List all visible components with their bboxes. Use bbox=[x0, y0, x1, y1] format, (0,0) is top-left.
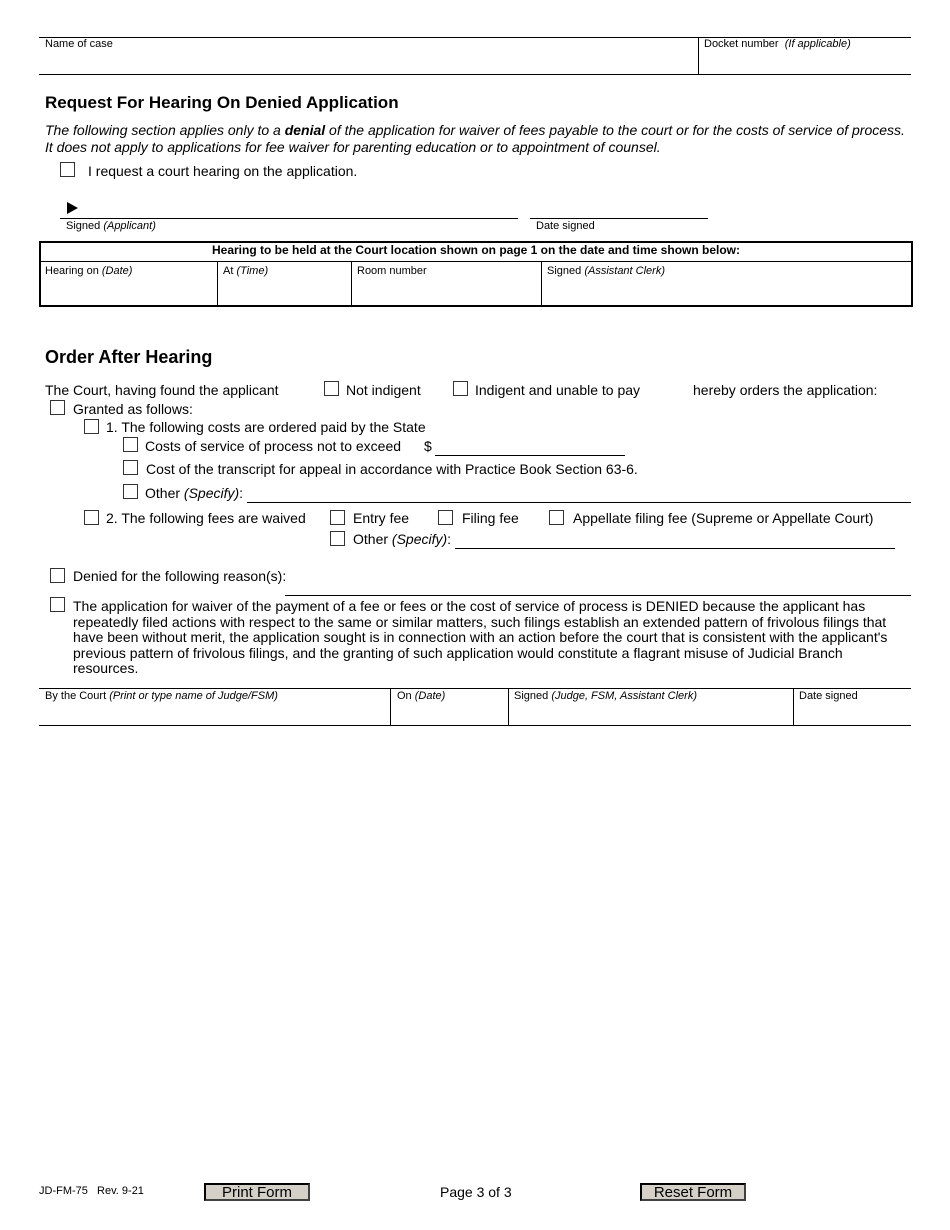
request-section-title: Request For Hearing On Denied Application bbox=[45, 93, 399, 112]
other-costs-text: Other bbox=[145, 485, 184, 501]
on-date-label bbox=[397, 690, 445, 702]
form-id: JD-FM-75 Rev. 9-21 bbox=[39, 1185, 144, 1197]
docket-label bbox=[704, 38, 851, 50]
indigent-label: Indigent and unable to pay bbox=[475, 382, 641, 398]
other-fees-text: Other bbox=[353, 531, 392, 547]
indigent-checkbox[interactable] bbox=[453, 381, 468, 396]
transcript-label: Cost of the transcript for appeal in accordance with Practice Book Section 63-6. bbox=[146, 461, 638, 477]
other-costs-field[interactable] bbox=[247, 484, 911, 501]
dollar-sign: $ bbox=[424, 438, 432, 454]
hearing-on-label bbox=[45, 265, 132, 277]
judge-signature-field[interactable] bbox=[510, 703, 791, 723]
at-time-text: At bbox=[223, 265, 237, 277]
request-hearing-checkbox[interactable] bbox=[60, 162, 75, 177]
docket-note: (If applicable) bbox=[784, 38, 851, 50]
other-fees-field[interactable] bbox=[455, 530, 895, 547]
intro-pre: The following section applies only to a bbox=[45, 122, 285, 138]
costs-service-checkbox[interactable] bbox=[123, 437, 138, 452]
docket-label-text: Docket number bbox=[704, 38, 779, 50]
at-time-label bbox=[223, 265, 268, 277]
other-fees-line bbox=[455, 548, 895, 549]
costs-service-label: Costs of service of process not to exceed bbox=[145, 438, 402, 454]
other-costs-label bbox=[145, 485, 243, 501]
signoff-divider-2 bbox=[508, 688, 509, 725]
hearing-box-title: Hearing to be held at the Court location shown on page 1 on the date and time shown below: bbox=[211, 243, 741, 257]
order-section-title: Order After Hearing bbox=[45, 347, 213, 367]
granted-checkbox[interactable] bbox=[50, 400, 65, 415]
name-of-case-field[interactable] bbox=[40, 52, 696, 72]
on-date-note: (Date) bbox=[414, 690, 446, 702]
denied-checkbox[interactable] bbox=[50, 568, 65, 583]
costs-amount-field[interactable] bbox=[435, 437, 625, 454]
intro-post: of the application for waiver of fees payable to the court or for the costs of service of process. bbox=[325, 122, 905, 138]
denied-reason-field[interactable] bbox=[285, 578, 911, 595]
hearing-on-note: (Date) bbox=[101, 265, 133, 277]
signoff-divider-1 bbox=[390, 688, 391, 725]
judge-signed-label bbox=[514, 690, 697, 702]
name-of-case-label: Name of case bbox=[45, 38, 113, 50]
costs-amount-line bbox=[435, 455, 625, 456]
room-number-label: Room number bbox=[357, 265, 427, 277]
room-number-field[interactable] bbox=[353, 279, 539, 304]
request-intro bbox=[45, 122, 925, 156]
signoff-bottom-rule bbox=[39, 725, 911, 726]
item2-checkbox[interactable] bbox=[84, 510, 99, 525]
entry-fee-label: Entry fee bbox=[353, 510, 410, 526]
at-time-note: (Time) bbox=[236, 265, 269, 277]
other-costs-line bbox=[247, 502, 911, 503]
request-hearing-label: I request a court hearing on the application. bbox=[88, 163, 358, 179]
granted-label: Granted as follows: bbox=[73, 401, 193, 417]
other-costs-colon: : bbox=[239, 485, 244, 501]
applicant-date-line bbox=[530, 218, 708, 219]
hearing-box-inner-rule bbox=[41, 261, 911, 262]
assistant-clerk-note: (Assistant Clerk) bbox=[584, 265, 665, 277]
hearing-time-field[interactable] bbox=[219, 279, 349, 304]
signoff-date-field[interactable] bbox=[795, 703, 910, 723]
order-date-field[interactable] bbox=[392, 703, 506, 723]
frivolous-denial-text: The application for waiver of the payment of a fee or fees or the cost of service of process is DENIED because the applicant has repeatedly filed actions with respect to the same or similar matters, such filings establish an extended pattern of frivolous filings that have been without merit, the application sought is in connection with an action before the court that is consistent with the applicant's previous pattern of frivolous filings, and the granting of such application would constitute a flagrant misuse of Judicial Branch resources. bbox=[73, 598, 888, 676]
print-form-button[interactable]: Print Form bbox=[204, 1183, 310, 1201]
reset-form-button[interactable]: Reset Form bbox=[640, 1183, 746, 1201]
on-date-text: On bbox=[397, 690, 415, 702]
signed-applicant-text: Signed bbox=[66, 220, 104, 232]
header-bottom-rule bbox=[39, 74, 911, 75]
header-divider bbox=[698, 37, 699, 74]
other-fees-label bbox=[353, 531, 451, 547]
intro-bold: denial bbox=[284, 122, 326, 138]
by-court-label bbox=[45, 690, 278, 702]
docket-number-field[interactable] bbox=[700, 52, 910, 72]
signoff-divider-3 bbox=[793, 688, 794, 725]
signed-applicant-note: (Applicant) bbox=[103, 220, 156, 232]
entry-fee-checkbox[interactable] bbox=[330, 510, 345, 525]
hearing-divider-2 bbox=[351, 261, 352, 306]
hereby-orders-text: hereby orders the application: bbox=[693, 382, 878, 398]
applicant-signature-line bbox=[60, 218, 518, 219]
frivolous-denial-checkbox[interactable] bbox=[50, 597, 65, 612]
applicant-signature-field[interactable] bbox=[60, 200, 518, 218]
appellate-fee-label: Appellate filing fee (Supreme or Appellate Court) bbox=[573, 510, 874, 526]
hearing-on-text: Hearing on bbox=[45, 265, 102, 277]
court-found-text: The Court, having found the applicant bbox=[45, 382, 279, 398]
assistant-clerk-field[interactable] bbox=[543, 279, 909, 304]
not-indigent-label: Not indigent bbox=[346, 382, 421, 398]
judge-signed-note: (Judge, FSM, Assistant Clerk) bbox=[551, 690, 697, 702]
assistant-clerk-text: Signed bbox=[547, 265, 585, 277]
by-court-text: By the Court bbox=[45, 690, 110, 702]
intro-line2: It does not apply to applications for fee waiver for parenting education or to appointment of counsel. bbox=[45, 139, 661, 155]
other-fees-colon: : bbox=[447, 531, 452, 547]
applicant-date-signed-label: Date signed bbox=[536, 220, 595, 232]
judge-name-field[interactable] bbox=[40, 703, 388, 723]
other-fees-checkbox[interactable] bbox=[330, 531, 345, 546]
signed-applicant-label bbox=[66, 220, 156, 232]
other-costs-note: (Specify) bbox=[183, 485, 240, 501]
judge-signed-text: Signed bbox=[514, 690, 552, 702]
not-indigent-checkbox[interactable] bbox=[324, 381, 339, 396]
item2-label: 2. The following fees are waived bbox=[106, 510, 306, 526]
hearing-divider-3 bbox=[541, 261, 542, 306]
other-fees-note: (Specify) bbox=[391, 531, 448, 547]
appellate-fee-checkbox[interactable] bbox=[549, 510, 564, 525]
filing-fee-checkbox[interactable] bbox=[438, 510, 453, 525]
signoff-top-rule bbox=[39, 688, 911, 689]
hearing-date-field[interactable] bbox=[42, 279, 215, 304]
signoff-date-signed-label: Date signed bbox=[799, 690, 858, 702]
item1-checkbox[interactable] bbox=[84, 419, 99, 434]
denied-reason-line bbox=[285, 595, 911, 596]
other-costs-checkbox[interactable] bbox=[123, 484, 138, 499]
hearing-divider-1 bbox=[217, 261, 218, 306]
item1-label: 1. The following costs are ordered paid by the State bbox=[106, 419, 426, 435]
transcript-checkbox[interactable] bbox=[123, 460, 138, 475]
filing-fee-label: Filing fee bbox=[462, 510, 519, 526]
denied-label: Denied for the following reason(s): bbox=[73, 568, 287, 584]
by-court-note: (Print or type name of Judge/FSM) bbox=[109, 690, 278, 702]
applicant-date-field[interactable] bbox=[530, 200, 708, 218]
page-number: Page 3 of 3 bbox=[440, 1184, 512, 1200]
assistant-clerk-label bbox=[547, 265, 665, 277]
